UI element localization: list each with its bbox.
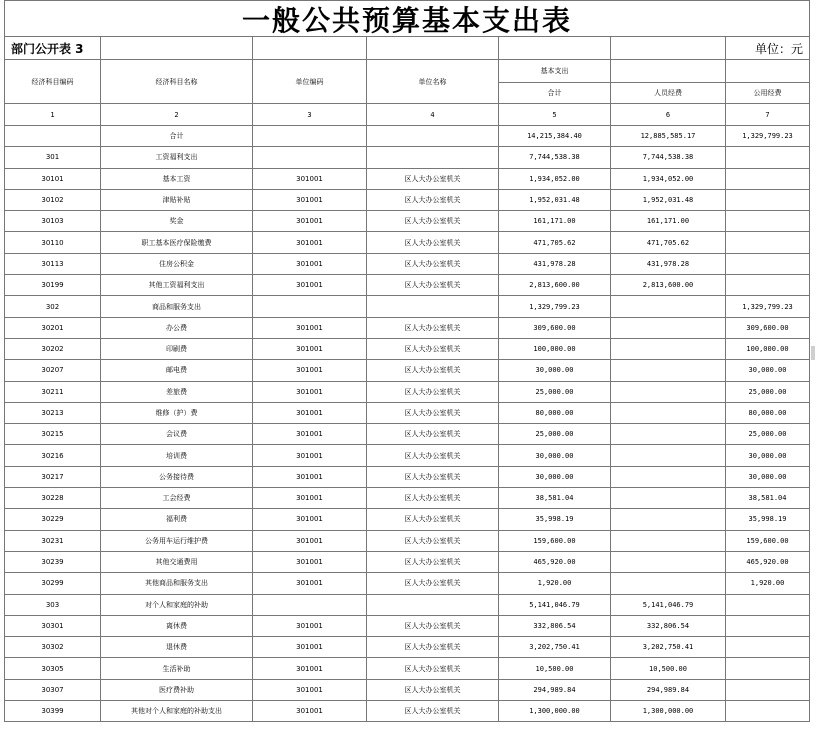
header-basic-expense: 基本支出 xyxy=(499,60,611,83)
cell-personnel xyxy=(611,360,726,381)
cell-public: 30,000.00 xyxy=(726,466,810,487)
cell-econ-name: 退休费 xyxy=(101,637,253,658)
cell-public: 25,000.00 xyxy=(726,381,810,402)
table-row xyxy=(5,637,810,658)
cell-total: 100,000.00 xyxy=(499,338,611,359)
cell-public: 25,000.00 xyxy=(726,424,810,445)
cell-unit-name: 区人大办公室机关 xyxy=(367,445,499,466)
cell-total: 35,998.19 xyxy=(499,509,611,530)
cell-econ-code: 30103 xyxy=(5,211,101,232)
table-row xyxy=(5,615,810,636)
cell-total: 3,202,750.41 xyxy=(499,637,611,658)
cell-econ-code: 30101 xyxy=(5,168,101,189)
cell-public xyxy=(726,679,810,700)
cell-unit-name: 区人大办公室机关 xyxy=(367,530,499,551)
table-row xyxy=(5,189,810,210)
table-row xyxy=(5,126,810,147)
cell-unit-name: 区人大办公室机关 xyxy=(367,338,499,359)
cell-econ-code: 30102 xyxy=(5,189,101,210)
header-unit-code: 单位编码 xyxy=(253,60,367,104)
cell-personnel xyxy=(611,445,726,466)
cell-public xyxy=(726,147,810,168)
cell-unit-code: 301001 xyxy=(253,338,367,359)
header-row-1 xyxy=(5,60,810,83)
cell-unit-name: 区人大办公室机关 xyxy=(367,679,499,700)
title-row xyxy=(4,0,810,36)
cell-unit-code: 301001 xyxy=(253,211,367,232)
cell-personnel: 5,141,046.79 xyxy=(611,594,726,615)
cell-econ-code: 30199 xyxy=(5,275,101,296)
table-row xyxy=(5,679,810,700)
table-row xyxy=(5,701,810,722)
cell-econ-code: 30216 xyxy=(5,445,101,466)
cell-econ-code: 30229 xyxy=(5,509,101,530)
column-index: 1 xyxy=(5,104,101,126)
cell-unit-code: 301001 xyxy=(253,189,367,210)
table-row xyxy=(5,211,810,232)
cell-econ-name: 其他对个人和家庭的补助支出 xyxy=(101,701,253,722)
cell-unit-name: 区人大办公室机关 xyxy=(367,573,499,594)
cell-public xyxy=(726,615,810,636)
column-index: 4 xyxy=(367,104,499,126)
table-row xyxy=(5,402,810,423)
cell-unit-name: 区人大办公室机关 xyxy=(367,658,499,679)
cell-econ-code: 30231 xyxy=(5,530,101,551)
cell-unit-code: 301001 xyxy=(253,445,367,466)
cell-unit-name: 区人大办公室机关 xyxy=(367,381,499,402)
cell-unit-code: 301001 xyxy=(253,168,367,189)
cell-public: 1,329,799.23 xyxy=(726,126,810,147)
cell-personnel: 294,989.84 xyxy=(611,679,726,700)
table-row xyxy=(5,232,810,253)
cell-econ-code: 30305 xyxy=(5,658,101,679)
cell-unit-code: 301001 xyxy=(253,637,367,658)
table-row xyxy=(5,445,810,466)
cell-public xyxy=(726,658,810,679)
cell-unit-code: 301001 xyxy=(253,530,367,551)
cell-public xyxy=(726,189,810,210)
cell-unit-name: 区人大办公室机关 xyxy=(367,168,499,189)
cell-econ-code: 301 xyxy=(5,147,101,168)
cell-total: 5,141,046.79 xyxy=(499,594,611,615)
cell-econ-name: 医疗费补助 xyxy=(101,679,253,700)
cell-unit-name: 区人大办公室机关 xyxy=(367,211,499,232)
cell-unit-code: 301001 xyxy=(253,317,367,338)
cell-personnel xyxy=(611,551,726,572)
cell-econ-code: 30301 xyxy=(5,615,101,636)
table-row xyxy=(5,573,810,594)
cell-unit-name: 区人大办公室机关 xyxy=(367,232,499,253)
cell-unit-code: 301001 xyxy=(253,488,367,509)
cell-personnel: 161,171.00 xyxy=(611,211,726,232)
table-row xyxy=(5,466,810,487)
cell-econ-code: 30307 xyxy=(5,679,101,700)
cell-total: 159,600.00 xyxy=(499,530,611,551)
cell-econ-name: 住房公积金 xyxy=(101,253,253,274)
cell-public: 35,998.19 xyxy=(726,509,810,530)
cell-econ-code: 30302 xyxy=(5,637,101,658)
cell-econ-name: 公务用车运行维护费 xyxy=(101,530,253,551)
cell-personnel: 1,934,052.00 xyxy=(611,168,726,189)
cell-unit-name: 区人大办公室机关 xyxy=(367,317,499,338)
cell-unit-code: 301001 xyxy=(253,551,367,572)
cell-unit-code: 301001 xyxy=(253,658,367,679)
cell-unit-name: 区人大办公室机关 xyxy=(367,637,499,658)
cell-public: 100,000.00 xyxy=(726,338,810,359)
cell-total: 332,806.54 xyxy=(499,615,611,636)
cell-econ-name: 会议费 xyxy=(101,424,253,445)
cell-total: 1,920.00 xyxy=(499,573,611,594)
cell-econ-code xyxy=(5,126,101,147)
cell-total: 431,978.28 xyxy=(499,253,611,274)
cell-unit-code: 301001 xyxy=(253,573,367,594)
cell-econ-name: 商品和服务支出 xyxy=(101,296,253,317)
cell-econ-name: 职工基本医疗保险缴费 xyxy=(101,232,253,253)
cell-total: 25,000.00 xyxy=(499,381,611,402)
cell-unit-name: 区人大办公室机关 xyxy=(367,466,499,487)
column-index: 3 xyxy=(253,104,367,126)
cell-econ-code: 30217 xyxy=(5,466,101,487)
cell-unit-name: 区人大办公室机关 xyxy=(367,360,499,381)
unit-label: 单位：元 xyxy=(726,37,810,60)
cell-econ-name: 奖金 xyxy=(101,211,253,232)
cell-econ-code: 30110 xyxy=(5,232,101,253)
cell-personnel xyxy=(611,296,726,317)
cell-econ-name: 培训费 xyxy=(101,445,253,466)
cell-unit-name: 区人大办公室机关 xyxy=(367,551,499,572)
cell-public: 465,920.00 xyxy=(726,551,810,572)
cell-personnel xyxy=(611,381,726,402)
cell-econ-name: 工会经费 xyxy=(101,488,253,509)
subtitle-row xyxy=(5,37,810,60)
cell-personnel: 3,202,750.41 xyxy=(611,637,726,658)
cell-public xyxy=(726,211,810,232)
cell-econ-name: 差旅费 xyxy=(101,381,253,402)
table-row xyxy=(5,147,810,168)
cell-econ-code: 30113 xyxy=(5,253,101,274)
cell-total: 80,000.00 xyxy=(499,402,611,423)
cell-personnel xyxy=(611,424,726,445)
cell-personnel xyxy=(611,466,726,487)
cell-total: 25,000.00 xyxy=(499,424,611,445)
cell-total: 161,171.00 xyxy=(499,211,611,232)
cell-econ-name: 印刷费 xyxy=(101,338,253,359)
cell-unit-name: 区人大办公室机关 xyxy=(367,424,499,445)
header-public: 公用经费 xyxy=(726,83,810,104)
column-index: 2 xyxy=(101,104,253,126)
table-row xyxy=(5,488,810,509)
cell-total: 14,215,384.40 xyxy=(499,126,611,147)
cell-econ-code: 30399 xyxy=(5,701,101,722)
cell-total: 1,934,052.00 xyxy=(499,168,611,189)
cell-unit-name: 区人大办公室机关 xyxy=(367,488,499,509)
cell-total: 30,000.00 xyxy=(499,360,611,381)
column-index: 7 xyxy=(726,104,810,126)
cell-econ-code: 30213 xyxy=(5,402,101,423)
cell-personnel xyxy=(611,530,726,551)
cell-econ-code: 30207 xyxy=(5,360,101,381)
header-personnel: 人员经费 xyxy=(611,83,726,104)
cell-unit-name xyxy=(367,296,499,317)
cell-econ-name: 福利费 xyxy=(101,509,253,530)
cell-econ-code: 30299 xyxy=(5,573,101,594)
cell-total: 30,000.00 xyxy=(499,466,611,487)
cell-unit-code: 301001 xyxy=(253,253,367,274)
cell-personnel: 12,885,585.17 xyxy=(611,126,726,147)
cell-econ-code: 30211 xyxy=(5,381,101,402)
cell-unit-name: 区人大办公室机关 xyxy=(367,253,499,274)
cell-econ-name: 生活补助 xyxy=(101,658,253,679)
cell-econ-name: 其他商品和服务支出 xyxy=(101,573,253,594)
cell-unit-name: 区人大办公室机关 xyxy=(367,509,499,530)
cell-personnel xyxy=(611,317,726,338)
cell-total: 7,744,538.38 xyxy=(499,147,611,168)
cell-econ-name: 对个人和家庭的补助 xyxy=(101,594,253,615)
cell-personnel: 7,744,538.38 xyxy=(611,147,726,168)
cell-econ-name: 津贴补贴 xyxy=(101,189,253,210)
cell-total: 1,329,799.23 xyxy=(499,296,611,317)
cell-public xyxy=(726,253,810,274)
cell-public: 309,600.00 xyxy=(726,317,810,338)
cell-econ-name: 基本工资 xyxy=(101,168,253,189)
column-index: 5 xyxy=(499,104,611,126)
cell-econ-name: 工资福利支出 xyxy=(101,147,253,168)
column-index-row xyxy=(5,104,810,126)
cell-unit-code: 301001 xyxy=(253,466,367,487)
cell-public xyxy=(726,232,810,253)
table-row xyxy=(5,317,810,338)
cell-public xyxy=(726,168,810,189)
cell-public xyxy=(726,701,810,722)
cell-econ-name: 合计 xyxy=(101,126,253,147)
subtitle-left: 部门公开表 3 xyxy=(5,37,101,60)
cell-unit-name: 区人大办公室机关 xyxy=(367,189,499,210)
column-index: 6 xyxy=(611,104,726,126)
table-row xyxy=(5,275,810,296)
cell-unit-code: 301001 xyxy=(253,381,367,402)
cell-total: 2,813,600.00 xyxy=(499,275,611,296)
cell-total: 30,000.00 xyxy=(499,445,611,466)
cell-public xyxy=(726,594,810,615)
cell-econ-name: 公务接待费 xyxy=(101,466,253,487)
cell-unit-code: 301001 xyxy=(253,679,367,700)
cell-unit-name: 区人大办公室机关 xyxy=(367,402,499,423)
header-econ-name: 经济科目名称 xyxy=(101,60,253,104)
cell-unit-code: 301001 xyxy=(253,360,367,381)
cell-econ-code: 303 xyxy=(5,594,101,615)
cell-unit-name: 区人大办公室机关 xyxy=(367,275,499,296)
table-row xyxy=(5,253,810,274)
cell-personnel xyxy=(611,573,726,594)
cell-econ-code: 30215 xyxy=(5,424,101,445)
table-row xyxy=(5,551,810,572)
cell-personnel: 471,705.62 xyxy=(611,232,726,253)
cell-personnel xyxy=(611,488,726,509)
cell-total: 1,952,031.48 xyxy=(499,189,611,210)
cell-public: 159,600.00 xyxy=(726,530,810,551)
cell-public: 30,000.00 xyxy=(726,445,810,466)
cell-public: 38,581.04 xyxy=(726,488,810,509)
cell-unit-name: 区人大办公室机关 xyxy=(367,615,499,636)
page-title: 一般公共预算基本支出表 xyxy=(241,3,572,37)
cell-unit-code: 301001 xyxy=(253,509,367,530)
cell-personnel: 10,500.00 xyxy=(611,658,726,679)
cell-personnel: 2,813,600.00 xyxy=(611,275,726,296)
scrollbar-marker[interactable] xyxy=(811,346,815,360)
cell-unit-name xyxy=(367,147,499,168)
header-total: 合计 xyxy=(499,83,611,104)
cell-unit-name xyxy=(367,594,499,615)
cell-personnel xyxy=(611,509,726,530)
header-econ-code: 经济科目编码 xyxy=(5,60,101,104)
table-row xyxy=(5,296,810,317)
cell-econ-name: 办公费 xyxy=(101,317,253,338)
cell-personnel: 1,952,031.48 xyxy=(611,189,726,210)
cell-public: 1,920.00 xyxy=(726,573,810,594)
cell-total: 1,300,000.00 xyxy=(499,701,611,722)
cell-unit-code: 301001 xyxy=(253,232,367,253)
cell-unit-code xyxy=(253,594,367,615)
cell-econ-code: 30228 xyxy=(5,488,101,509)
table-row xyxy=(5,424,810,445)
cell-econ-code: 302 xyxy=(5,296,101,317)
cell-unit-code: 301001 xyxy=(253,402,367,423)
cell-total: 38,581.04 xyxy=(499,488,611,509)
cell-econ-name: 维修（护）费 xyxy=(101,402,253,423)
cell-unit-code xyxy=(253,126,367,147)
cell-personnel xyxy=(611,402,726,423)
cell-public xyxy=(726,637,810,658)
cell-unit-code xyxy=(253,147,367,168)
cell-total: 294,989.84 xyxy=(499,679,611,700)
cell-econ-name: 其他工资福利支出 xyxy=(101,275,253,296)
budget-table xyxy=(4,36,810,722)
cell-personnel: 1,300,000.00 xyxy=(611,701,726,722)
table-row xyxy=(5,658,810,679)
table-row xyxy=(5,509,810,530)
cell-unit-code: 301001 xyxy=(253,701,367,722)
cell-personnel xyxy=(611,338,726,359)
cell-econ-name: 离休费 xyxy=(101,615,253,636)
cell-econ-code: 30239 xyxy=(5,551,101,572)
cell-unit-code xyxy=(253,296,367,317)
cell-personnel: 431,978.28 xyxy=(611,253,726,274)
cell-public: 80,000.00 xyxy=(726,402,810,423)
table-row xyxy=(5,594,810,615)
table-row xyxy=(5,338,810,359)
table-row xyxy=(5,360,810,381)
cell-econ-name: 邮电费 xyxy=(101,360,253,381)
cell-total: 309,600.00 xyxy=(499,317,611,338)
cell-personnel: 332,806.54 xyxy=(611,615,726,636)
cell-unit-code: 301001 xyxy=(253,275,367,296)
cell-total: 471,705.62 xyxy=(499,232,611,253)
header-unit-name: 单位名称 xyxy=(367,60,499,104)
cell-public xyxy=(726,275,810,296)
table-row xyxy=(5,530,810,551)
cell-econ-name: 其他交通费用 xyxy=(101,551,253,572)
cell-unit-code: 301001 xyxy=(253,615,367,636)
cell-econ-code: 30202 xyxy=(5,338,101,359)
cell-unit-code: 301001 xyxy=(253,424,367,445)
table-row xyxy=(5,168,810,189)
cell-unit-name xyxy=(367,126,499,147)
cell-total: 465,920.00 xyxy=(499,551,611,572)
cell-total: 10,500.00 xyxy=(499,658,611,679)
cell-public: 1,329,799.23 xyxy=(726,296,810,317)
cell-econ-code: 30201 xyxy=(5,317,101,338)
table-row xyxy=(5,381,810,402)
cell-public: 30,000.00 xyxy=(726,360,810,381)
cell-unit-name: 区人大办公室机关 xyxy=(367,701,499,722)
